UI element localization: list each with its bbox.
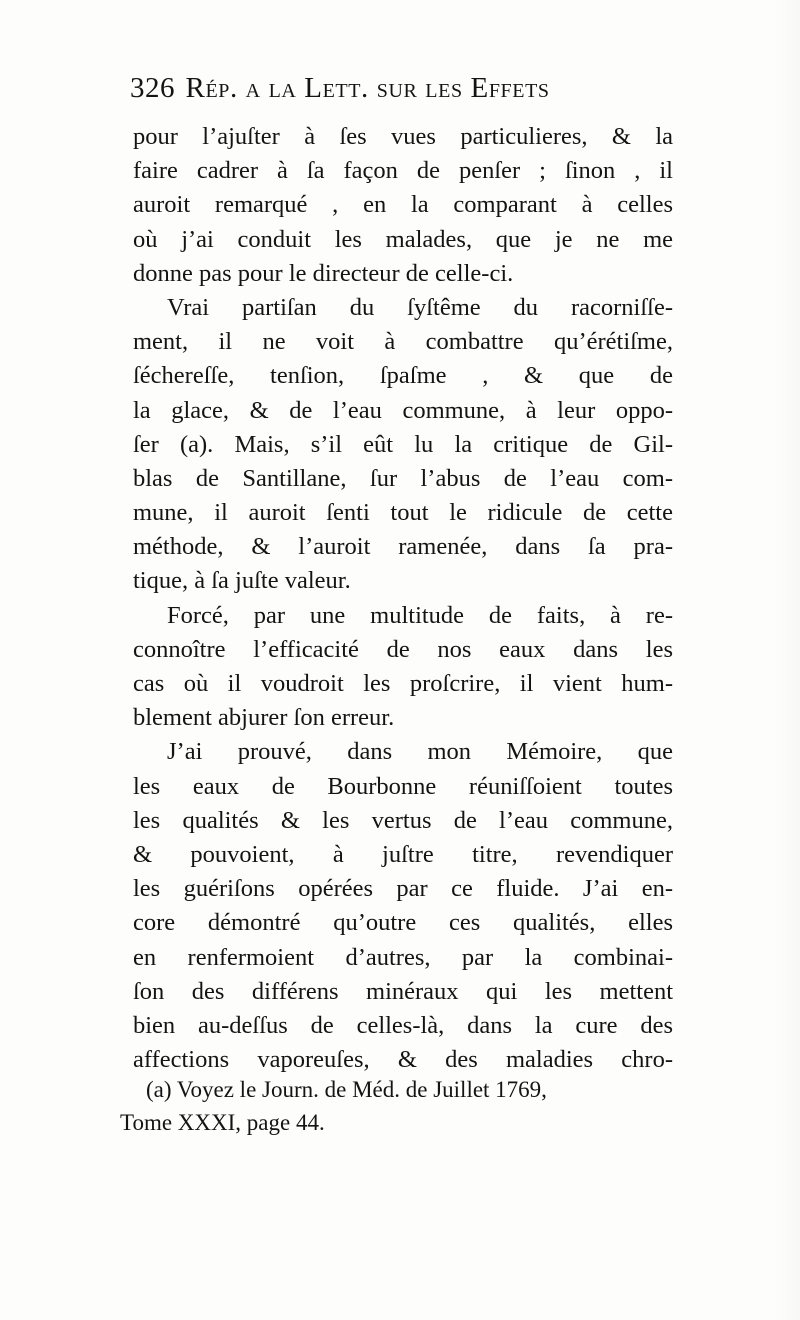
page-number: 326	[130, 72, 175, 104]
footnote	[120, 1073, 680, 1139]
text-line: ſon des différens minéraux qui les mettent	[133, 977, 673, 1005]
text-line: core démontré qu’outre ces qualités, elles	[133, 909, 673, 937]
page-header	[130, 72, 690, 118]
text-line: la glace, & de l’eau commune, à leur oppo-	[133, 396, 673, 424]
text-line: Forcé, par une multitude de faits, à re-	[167, 601, 673, 629]
text-line: bien au-deſſus de celles-là, dans la cure des	[133, 1011, 673, 1039]
text-line: ſer (a). Mais, s’il eût lu la critique de Gil-	[133, 430, 673, 458]
text-line: tique, à ſa juſte valeur.	[133, 567, 351, 595]
text-line: connoître l’efficacité de nos eaux dans les	[133, 635, 673, 663]
text-line: où j’ai conduit les malades, que je ne me	[133, 225, 673, 253]
text-line: faire cadrer à ſa façon de penſer ; ſinon , il	[133, 157, 673, 185]
text-line: blement abjurer ſon erreur.	[133, 704, 395, 732]
text-line: mune, il auroit ſenti tout le ridicule de cette	[133, 499, 673, 527]
text-line: en renfermoient d’autres, par la combinai-	[133, 943, 673, 971]
text-line: ment, il ne voit à combattre qu’érétiſme,	[133, 328, 673, 356]
text-line: affections vaporeuſes, & des maladies chro-	[133, 1046, 673, 1074]
footnote-line: (a) Voyez le Journ. de Méd. de Juillet 1769,	[146, 1077, 547, 1102]
running-title: Rép. a la Lett. sur les Effets	[185, 72, 550, 104]
text-line: les qualités & les vertus de l’eau commune,	[133, 806, 673, 834]
text-line: cas où il voudroit les proſcrire, il vient hum-	[133, 670, 673, 697]
text-line: & pouvoient, à juſtre titre, revendiquer	[133, 840, 673, 868]
text-line: blas de Santillane, ſur l’abus de l’eau com-	[133, 464, 673, 492]
footnote-line: Tome XXXI, page 44.	[120, 1110, 325, 1135]
text-line: J’ai prouvé, dans mon Mémoire, que	[167, 738, 673, 766]
text-line: méthode, & l’auroit ramenée, dans ſa pra-	[133, 533, 673, 561]
page-edge-shading	[772, 0, 800, 1320]
text-line: donne pas pour le directeur de celle-ci.	[133, 259, 514, 287]
text-line: Vrai partiſan du ſyſtême du racorniſſe-	[167, 293, 673, 321]
text-line: auroit remarqué , en la comparant à celles	[133, 191, 673, 219]
text-line: pour l’ajuſter à ſes vues particulieres, & la	[133, 123, 673, 150]
text-line: les eaux de Bourbonne réuniſſoient toutes	[133, 772, 673, 800]
text-line: ſéchereſſe, tenſion, ſpaſme , & que de	[133, 362, 673, 390]
body-text	[133, 120, 673, 1077]
text-line: les guériſons opérées par ce fluide. J’ai en-	[133, 875, 673, 903]
